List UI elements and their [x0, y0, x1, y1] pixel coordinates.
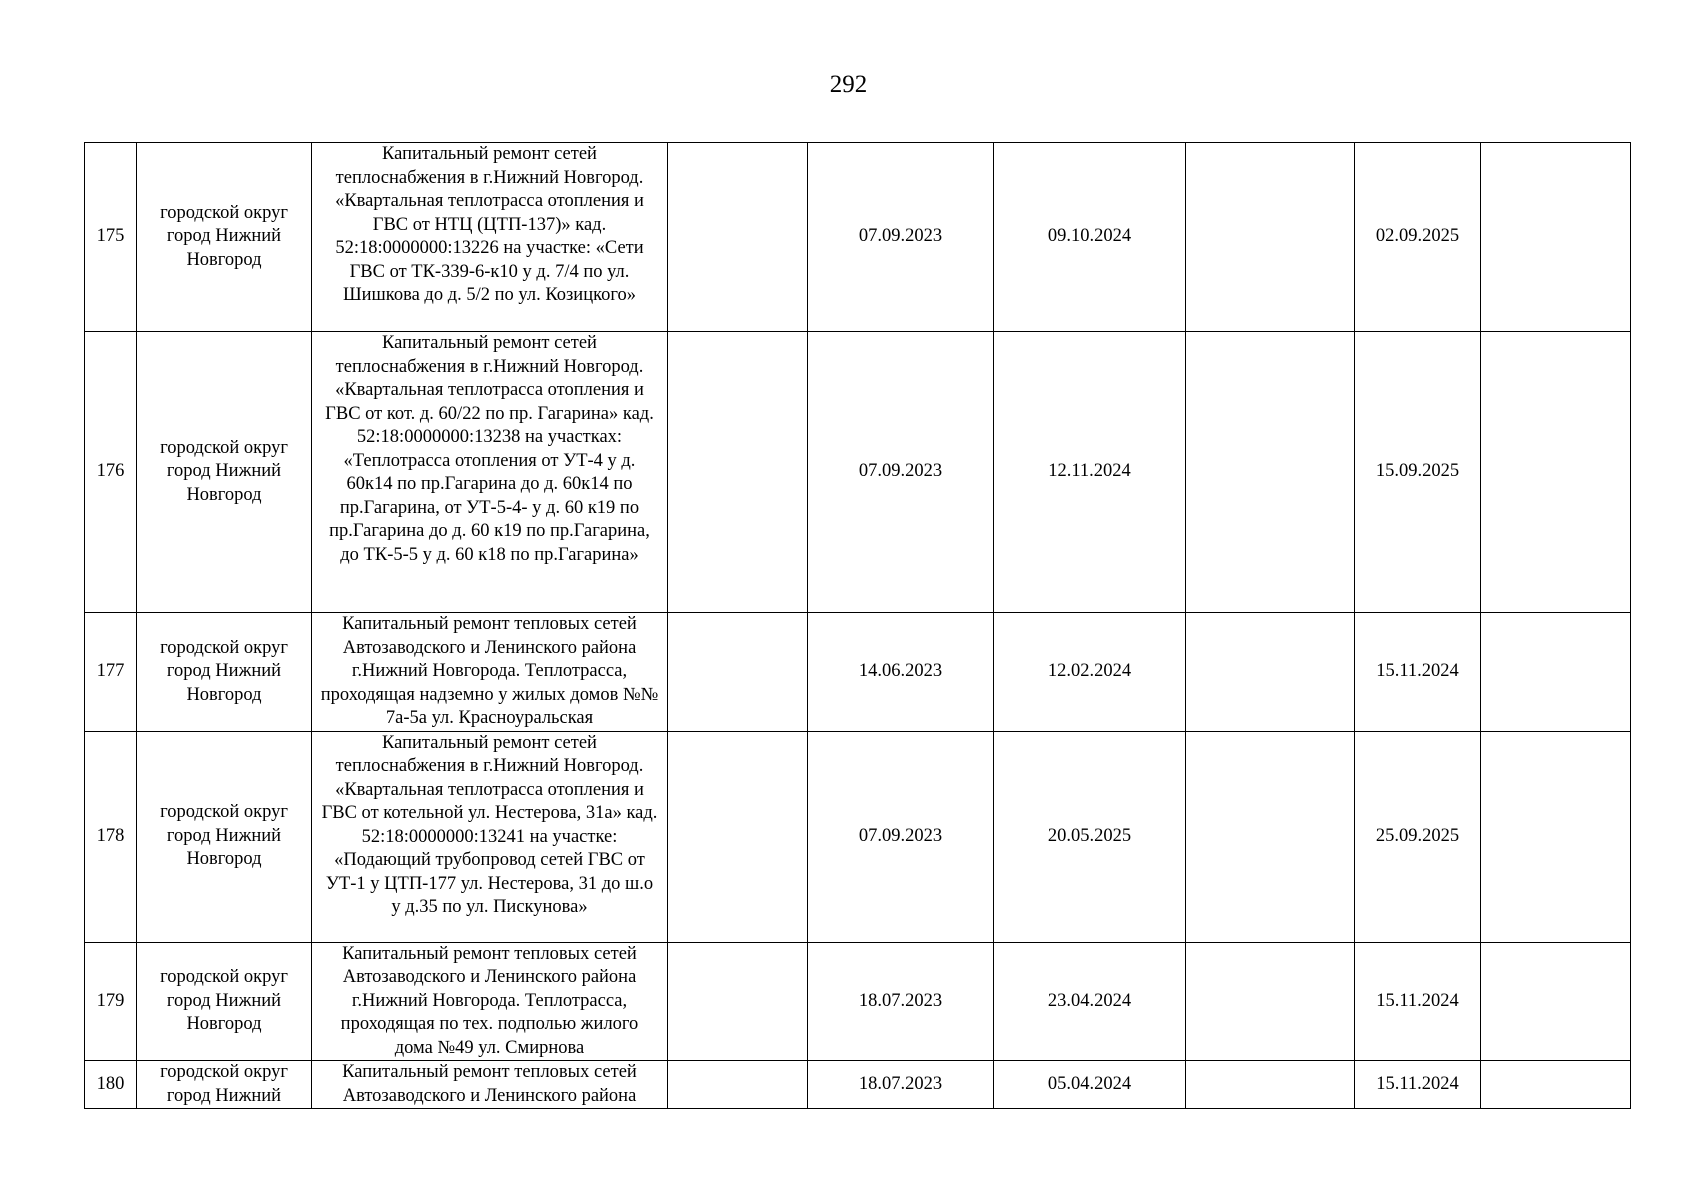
date-cell-1: 18.07.2023 — [808, 1061, 994, 1109]
table-row — [85, 332, 1631, 613]
date-cell-1: 18.07.2023 — [808, 942, 994, 1061]
description-cell: Капитальный ремонт тепловых сетей Автозаводского и Ленинского района г.Нижний Новгорода. Теплотрасса, проходящая по тех. подполью жилого дома №49 ул. Смирнова — [312, 942, 668, 1061]
description-cell: Капитальный ремонт тепловых сетей Автозаводского и Ленинского района — [312, 1061, 668, 1109]
description-cell: Капитальный ремонт сетей теплоснабжения в г.Нижний Новгород. «Квартальная теплотрасса отопления и ГВС от НТЦ (ЦТП-137)» кад. 52:18:0000000:13226 на участке: «Сети ГВС от ТК-339-6-к10 у д. 7/4 по ул. Шишкова до д. 5/2 по ул. Козицкого» — [312, 143, 668, 332]
territory-cell: городской округ город Нижний Новгород — [137, 332, 312, 613]
table-row — [85, 731, 1631, 942]
date-cell-3: 15.11.2024 — [1355, 613, 1481, 732]
empty-cell — [1186, 613, 1355, 732]
empty-cell — [668, 942, 808, 1061]
date-cell-3: 15.11.2024 — [1355, 1061, 1481, 1109]
description-cell: Капитальный ремонт сетей теплоснабжения в г.Нижний Новгород. «Квартальная теплотрасса отопления и ГВС от кот. д. 60/22 по пр. Гагарина» кад. 52:18:0000000:13238 на участках: «Теплотрасса отопления от УТ-4 у д. 60к14 по пр.Гагарина до д. 60к14 по пр.Гагарина, от УТ-5-4- у д. 60 к19 по пр.Гагарина до д. 60 к19 по пр.Гагарина, до ТК-5-5 у д. 60 к18 по пр.Гагарина» — [312, 332, 668, 613]
row-number: 179 — [85, 942, 137, 1061]
description-cell: Капитальный ремонт тепловых сетей Автозаводского и Ленинского района г.Нижний Новгорода. Теплотрасса, проходящая надземно у жилых домов №№ 7а-5а ул. Красноуральская — [312, 613, 668, 732]
date-cell-2: 05.04.2024 — [994, 1061, 1186, 1109]
territory-cell: городской округ город Нижний Новгород — [137, 942, 312, 1061]
date-cell-2: 09.10.2024 — [994, 143, 1186, 332]
table-row — [85, 143, 1631, 332]
empty-cell — [668, 613, 808, 732]
territory-cell: городской округ город Нижний Новгород — [137, 731, 312, 942]
territory-cell: городской округ город Нижний — [137, 1061, 312, 1109]
territory-cell: городской округ город Нижний Новгород — [137, 143, 312, 332]
table-row — [85, 613, 1631, 732]
empty-cell — [1481, 731, 1631, 942]
date-cell-1: 14.06.2023 — [808, 613, 994, 732]
empty-cell — [1186, 332, 1355, 613]
description-cell: Капитальный ремонт сетей теплоснабжения в г.Нижний Новгород. «Квартальная теплотрасса отопления и ГВС от котельной ул. Нестерова, 31а» кад. 52:18:0000000:13241 на участке: «Подающий трубопровод сетей ГВС от УТ-1 у ЦТП-177 ул. Нестерова, 31 до ш.о у д.35 по ул. Пискунова» — [312, 731, 668, 942]
empty-cell — [1481, 613, 1631, 732]
empty-cell — [1481, 942, 1631, 1061]
date-cell-2: 23.04.2024 — [994, 942, 1186, 1061]
date-cell-3: 15.09.2025 — [1355, 332, 1481, 613]
date-cell-3: 25.09.2025 — [1355, 731, 1481, 942]
date-cell-3: 02.09.2025 — [1355, 143, 1481, 332]
row-number: 178 — [85, 731, 137, 942]
empty-cell — [1481, 332, 1631, 613]
registry-table — [84, 142, 1631, 1109]
empty-cell — [668, 1061, 808, 1109]
date-cell-1: 07.09.2023 — [808, 143, 994, 332]
table-row — [85, 942, 1631, 1061]
empty-cell — [1186, 1061, 1355, 1109]
empty-cell — [668, 143, 808, 332]
date-cell-1: 07.09.2023 — [808, 731, 994, 942]
empty-cell — [668, 731, 808, 942]
date-cell-2: 12.11.2024 — [994, 332, 1186, 613]
territory-cell: городской округ город Нижний Новгород — [137, 613, 312, 732]
date-cell-3: 15.11.2024 — [1355, 942, 1481, 1061]
row-number: 175 — [85, 143, 137, 332]
date-cell-2: 20.05.2025 — [994, 731, 1186, 942]
row-number: 176 — [85, 332, 137, 613]
table-row — [85, 1061, 1631, 1109]
row-number: 177 — [85, 613, 137, 732]
empty-cell — [1186, 942, 1355, 1061]
date-cell-2: 12.02.2024 — [994, 613, 1186, 732]
empty-cell — [1481, 1061, 1631, 1109]
page-number: 292 — [829, 71, 868, 98]
date-cell-1: 07.09.2023 — [808, 332, 994, 613]
empty-cell — [1186, 143, 1355, 332]
row-number: 180 — [85, 1061, 137, 1109]
empty-cell — [1186, 731, 1355, 942]
empty-cell — [1481, 143, 1631, 332]
empty-cell — [668, 332, 808, 613]
